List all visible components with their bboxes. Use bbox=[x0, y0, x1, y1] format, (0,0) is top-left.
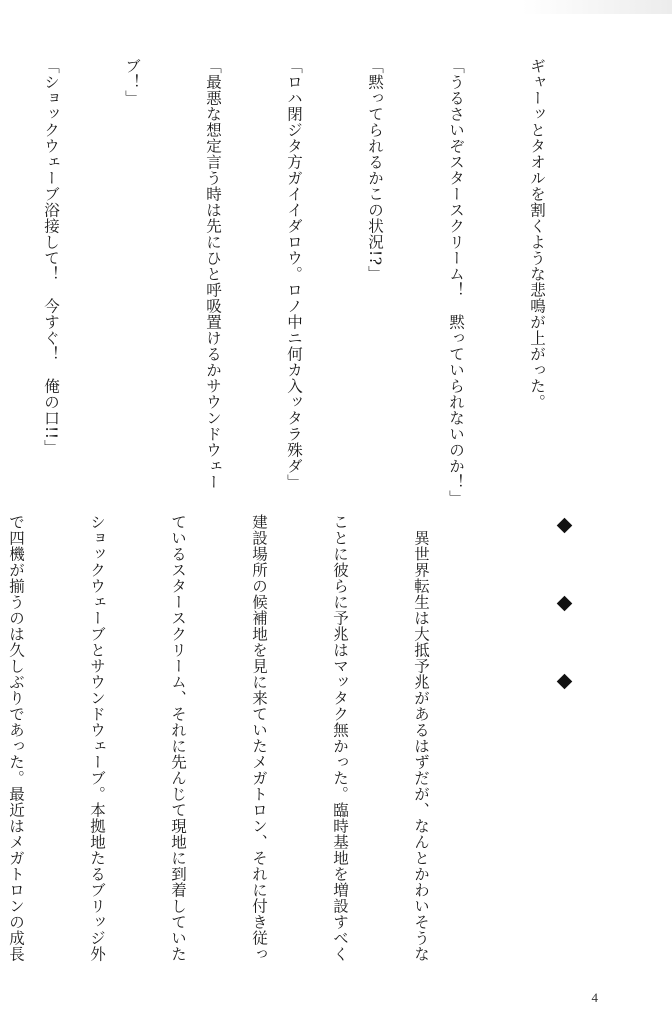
top-edge-shadow bbox=[522, 0, 672, 14]
text-line: 「うるさいぞスタースクリーム！ 黙っていられないのか！」 bbox=[447, 58, 465, 506]
text-line: で四機が揃うのは久しぶりであった。最近はメガトロンの成長 bbox=[7, 514, 25, 962]
top-text-block bbox=[14, 58, 604, 506]
diamond-icon bbox=[557, 674, 573, 690]
bottom-text-block bbox=[7, 514, 488, 964]
page-number: 4 bbox=[591, 990, 598, 1005]
text-line: 「ロハ閉ジタ方ガイイダロウ。ロノ中ニ何カ入ッタラ殊ダ」 bbox=[285, 58, 303, 490]
text-line: ブ！」 bbox=[123, 58, 141, 106]
text-line: 建設場所の候補地を見に来ていたメガトロン、それに付き従っ bbox=[250, 514, 268, 962]
text-line: 「ショックウェーブ浴接して！ 今すぐ！ 俺の口!!」 bbox=[42, 58, 60, 456]
text-line: ギャーッとタオルを割くような悲鳴が上がった。 bbox=[528, 58, 546, 410]
text-line: ショックウェーブとサウンドウェーブ。本拠地たるブリッジ外 bbox=[88, 514, 106, 962]
text-line: ているスタースクリーム、それに先んじて現地に到着していた bbox=[169, 514, 187, 962]
text-line: 異世界転生は大抵予兆があるはずだが、なんとかわいそうな bbox=[412, 514, 430, 962]
scene-separator bbox=[555, 510, 577, 700]
diamond-icon bbox=[557, 518, 573, 534]
text-line: 「最悪な想定言う時は先にひと呼吸置けるかサウンドウェー bbox=[204, 58, 222, 490]
text-line: ことに彼らに予兆はマッタク無かった。臨時基地を増設すべく bbox=[331, 514, 349, 962]
text-line: 「黙ってられるかこの状況!?」 bbox=[366, 58, 384, 282]
diamond-icon bbox=[557, 596, 573, 612]
